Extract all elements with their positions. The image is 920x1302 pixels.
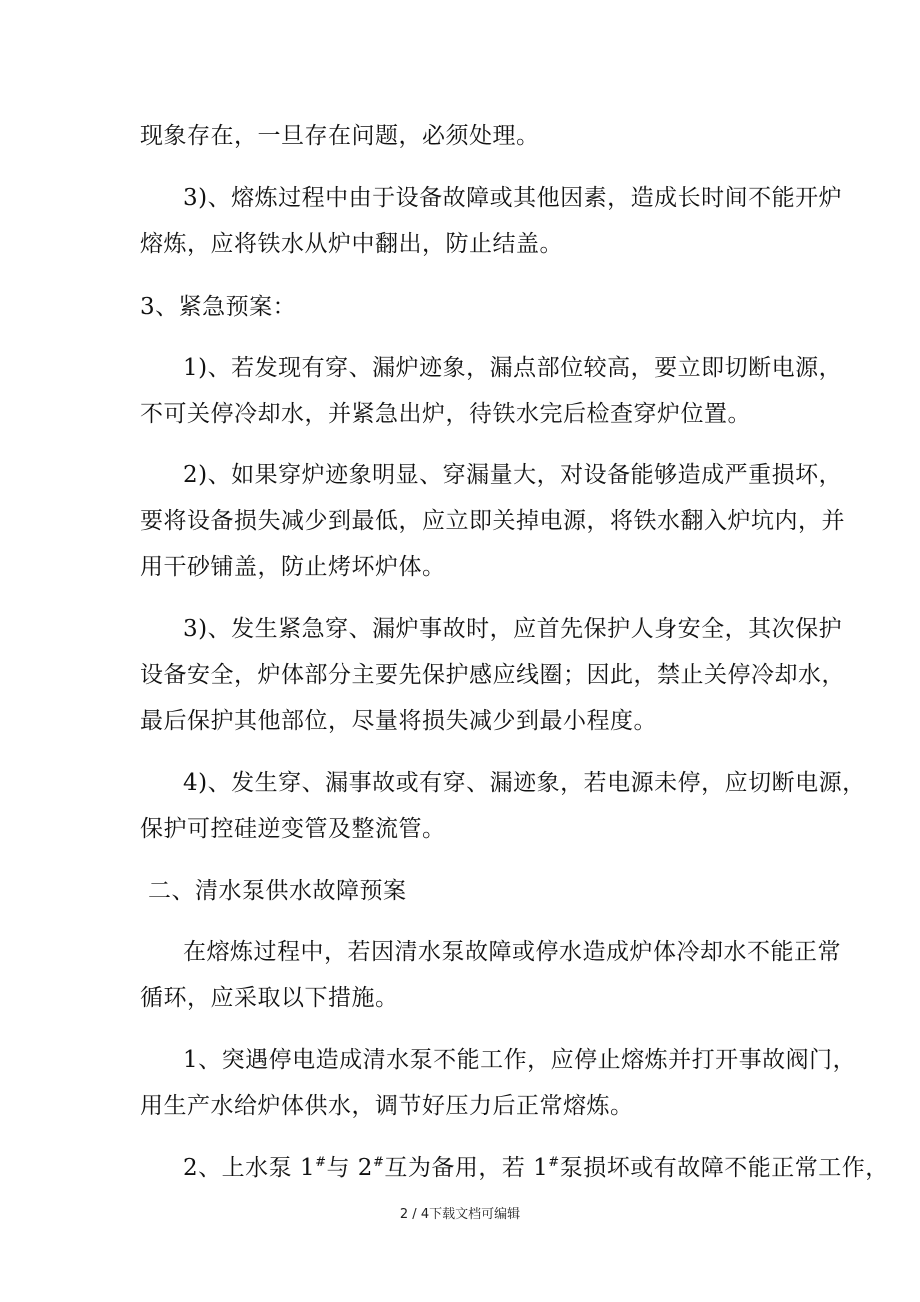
paragraph-line: 要将设备损失减少到最低，应立即关掉电源，将铁水翻入炉坑内，并 xyxy=(140,508,845,534)
paragraph-line: 最后保护其他部位，尽量将损失减少到最小程度。 xyxy=(140,708,657,734)
text-segment: 互为备用，若 1 xyxy=(384,1155,549,1181)
paragraph-line-with-superscripts xyxy=(183,1153,889,1183)
section-heading: 3、紧急预案： xyxy=(140,294,297,320)
superscript-mark: # xyxy=(548,1155,560,1170)
paragraph-line: 设备安全，炉体部分主要先保护感应线圈；因此，禁止关停冷却水， xyxy=(140,662,845,688)
paragraph-line: 1)、若发现有穿、漏炉迹象，漏点部位较高，要立即切断电源， xyxy=(183,355,843,381)
section-heading: 二、清水泵供水故障预案 xyxy=(148,878,407,904)
paragraph-line: 循环，应采取以下措施。 xyxy=(140,985,399,1011)
paragraph-line: 1、突遇停电造成清水泵不能工作，应停止熔炼并打开事故阀门， xyxy=(183,1047,857,1073)
paragraph-line: 3)、熔炼过程中由于设备故障或其他因素，造成长时间不能开炉 xyxy=(183,185,843,211)
paragraph-line: 用干砂铺盖，防止烤坏炉体。 xyxy=(140,554,446,580)
paragraph-line: 3)、发生紧急穿、漏炉事故时，应首先保护人身安全，其次保护 xyxy=(183,616,843,642)
paragraph-line: 现象存在，一旦存在问题，必须处理。 xyxy=(140,123,540,149)
paragraph-line: 熔炼，应将铁水从炉中翻出，防止结盖。 xyxy=(140,231,563,257)
superscript-mark: # xyxy=(372,1155,385,1170)
paragraph-line: 用生产水给炉体供水，调节好压力后正常熔炼。 xyxy=(140,1093,634,1119)
paragraph-line: 保护可控硅逆变管及整流管。 xyxy=(140,816,446,842)
paragraph-line: 不可关停冷却水，并紧急出炉，待铁水完后检查穿炉位置。 xyxy=(140,401,751,427)
text-segment: 2、上水泵 1 xyxy=(183,1155,316,1181)
paragraph-line: 4)、发生穿、漏事故或有穿、漏迹象，若电源未停，应切断电源， xyxy=(183,770,866,796)
paragraph-line: 2)、如果穿炉迹象明显、穿漏量大，对设备能够造成严重损坏， xyxy=(183,462,843,488)
page-footer: 2 / 4下载文档可编辑 xyxy=(399,1207,521,1222)
text-segment: 与 2 xyxy=(326,1155,373,1181)
superscript-mark: # xyxy=(315,1155,327,1170)
text-segment: 泵损坏或有故障不能正常工作， xyxy=(559,1155,889,1181)
paragraph-line: 在熔炼过程中，若因清水泵故障或停水造成炉体冷却水不能正常 xyxy=(183,939,841,965)
